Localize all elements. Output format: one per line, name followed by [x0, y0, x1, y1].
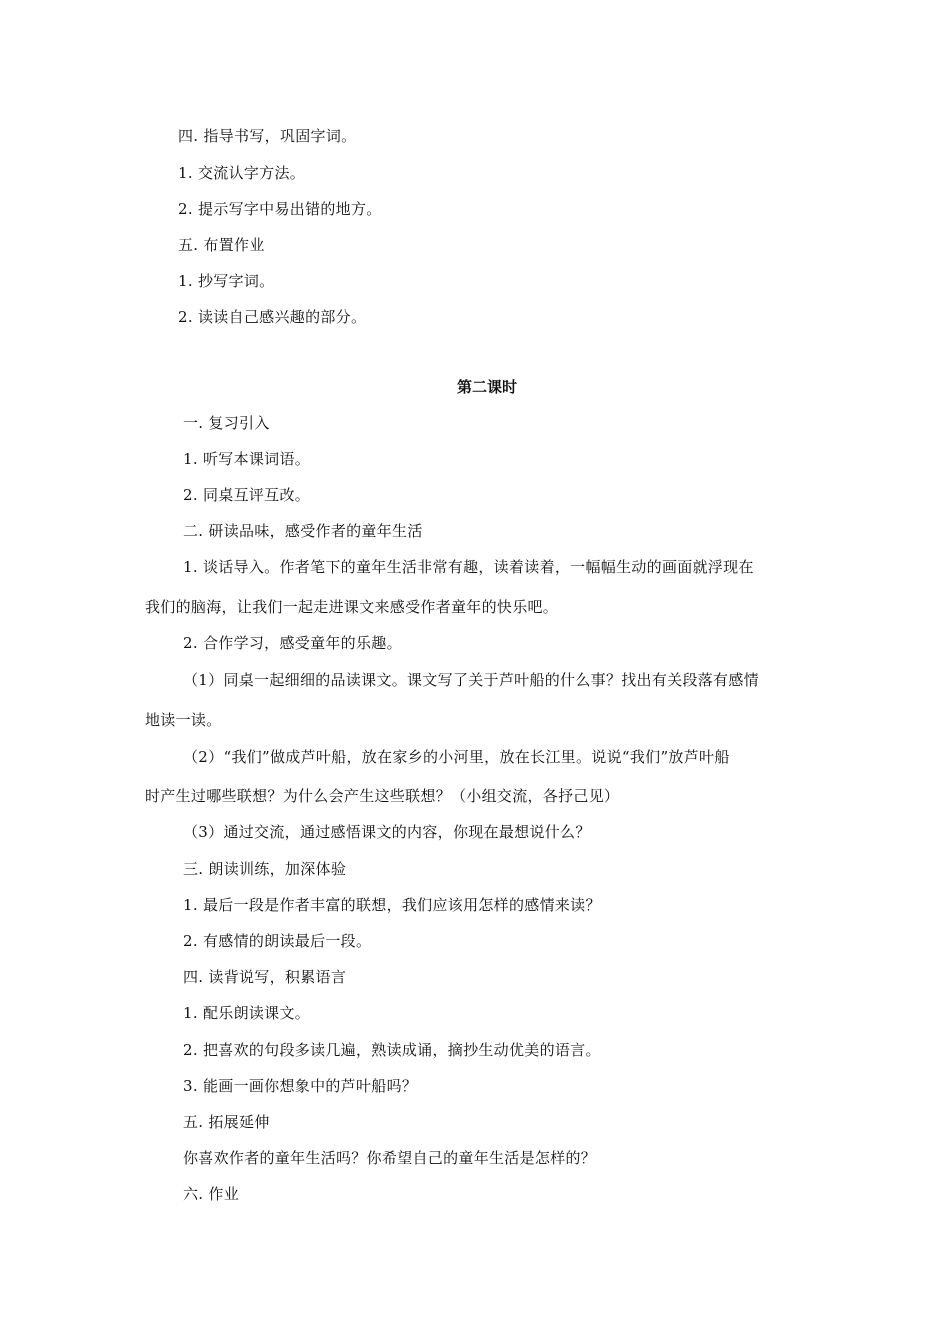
list-item: 1. 最后一段是作者丰富的联想，我们应该用怎样的感情来读？ — [183, 896, 601, 914]
list-item: 1. 听写本课词语。 — [183, 450, 311, 468]
list-item: 2. 有感情的朗读最后一段。 — [183, 932, 372, 950]
section-heading: 四. 读背说写，积累语言 — [183, 968, 347, 986]
paragraph-line: 我们的脑海，让我们一起走进课文来感受作者童年的快乐吧。 — [145, 598, 559, 616]
section-heading: 五. 拓展延伸 — [183, 1113, 270, 1131]
section-heading: 四. 指导书写，巩固字词。 — [178, 127, 357, 145]
list-item: 1. 配乐朗读课文。 — [183, 1004, 311, 1022]
paragraph-line: （1）同桌一起细细的品读课文。课文写了关于芦叶船的什么事？找出有关段落有感情 — [183, 671, 759, 689]
list-item: 1. 交流认字方法。 — [178, 164, 306, 182]
paragraph-line: 你喜欢作者的童年生活吗？你希望自己的童年生活是怎样的？ — [183, 1149, 597, 1167]
paragraph-line: （2）“我们”做成芦叶船，放在家乡的小河里，放在长江里。说说“我们”放芦叶船 — [183, 748, 730, 766]
paragraph-line: 1. 谈话导入。作者笔下的童年生活非常有趣，读着读着，一幅幅生动的画面就浮现在 — [183, 558, 754, 576]
list-item: 2. 合作学习，感受童年的乐趣。 — [183, 634, 402, 652]
list-item: 2. 把喜欢的句段多读几遍，熟读成诵，摘抄生动优美的语言。 — [183, 1041, 601, 1059]
section-heading: 三. 朗读训练，加深体验 — [183, 860, 347, 878]
paragraph-line: 地读一读。 — [145, 711, 222, 729]
lesson-title: 第二课时 — [457, 378, 518, 396]
list-item: 1. 抄写字词。 — [178, 272, 275, 290]
section-heading: 二. 研读品味，感受作者的童年生活 — [183, 522, 423, 540]
section-heading: 一. 复习引入 — [183, 414, 270, 432]
list-item: 2. 提示写字中易出错的地方。 — [178, 200, 382, 218]
list-item: 3. 能画一画你想象中的芦叶船吗？ — [183, 1077, 418, 1095]
section-heading: 六. 作业 — [183, 1185, 240, 1203]
paragraph-line: （3）通过交流，通过感悟课文的内容，你现在最想说什么？ — [183, 823, 591, 841]
section-heading: 五. 布置作业 — [178, 236, 265, 254]
list-item: 2. 读读自己感兴趣的部分。 — [178, 308, 367, 326]
list-item: 2. 同桌互评互改。 — [183, 486, 311, 504]
paragraph-line: 时产生过哪些联想？为什么会产生这些联想？（小组交流，各抒己见） — [145, 787, 620, 805]
